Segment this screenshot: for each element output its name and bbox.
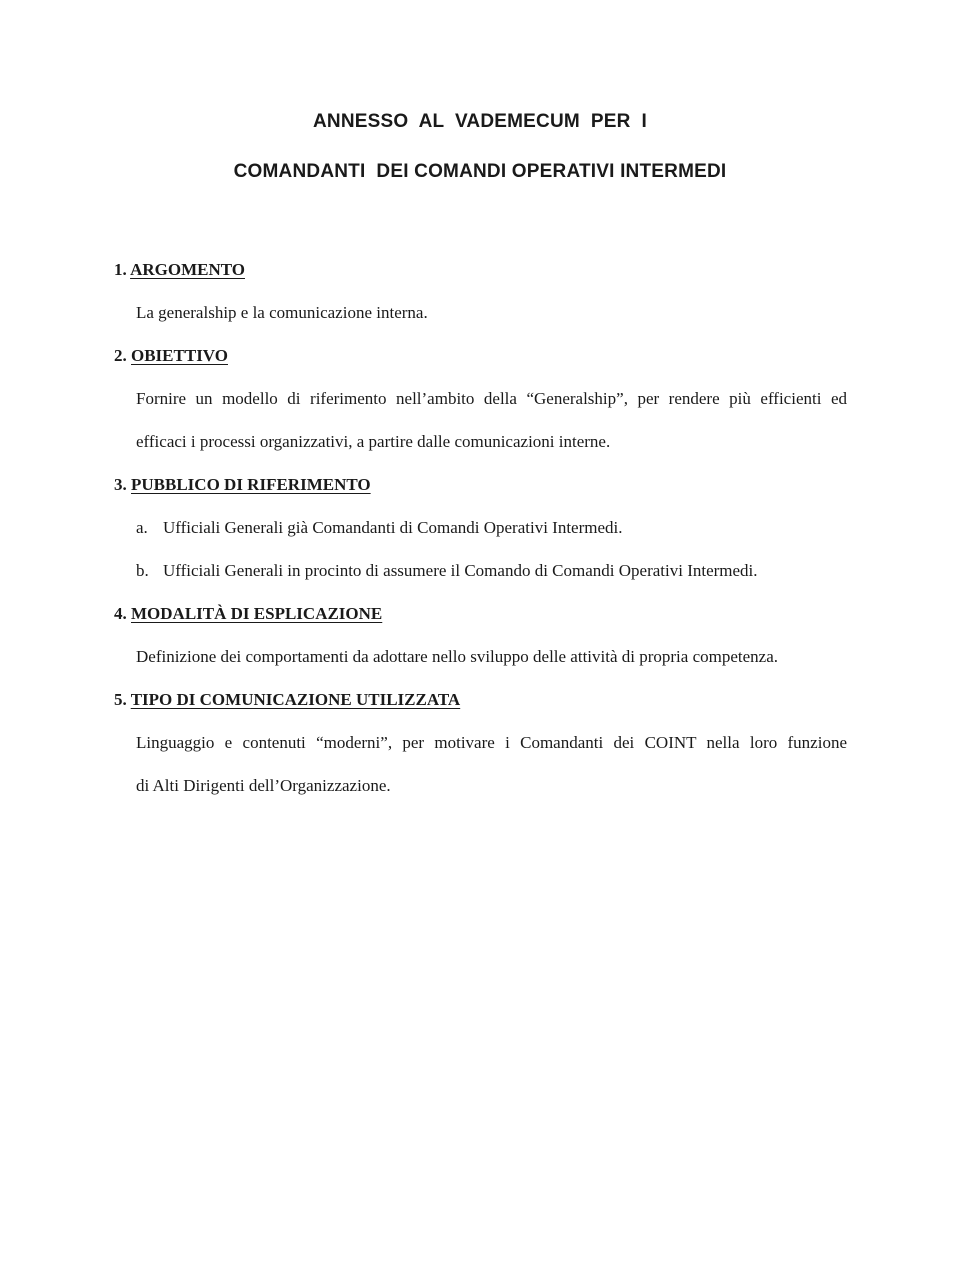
list-item-text-b: Ufficiali Generali in procinto di assumere il Comando di Comandi Operativi Intermedi. — [163, 561, 758, 580]
list-item — [136, 518, 623, 538]
section-1-text: La generalship e la comunicazione interna. — [136, 303, 428, 322]
section-2-text-line-2: efficaci i processi organizzativi, a partire dalle comunicazioni interne. — [136, 432, 611, 451]
section-5-text-line-1: Linguaggio e contenuti “moderni”, per motivare i Comandanti dei COINT nella loro funzione — [136, 733, 847, 752]
section-3-label: PUBBLICO DI RIFERIMENTO — [131, 475, 371, 494]
section-3-heading — [114, 475, 371, 495]
list-marker-b: b. — [136, 561, 149, 580]
section-2-heading — [114, 346, 228, 366]
section-3-number: 3. — [114, 475, 127, 494]
section-5-label: TIPO DI COMUNICAZIONE UTILIZZATA — [130, 690, 461, 709]
section-1-label: ARGOMENTO — [130, 260, 245, 279]
section-5-number: 5. — [114, 690, 127, 709]
list-item-text-a: Ufficiali Generali già Comandanti di Comandi Operativi Intermedi. — [163, 518, 623, 537]
section-1-heading — [114, 260, 245, 280]
section-1-number: 1. — [114, 260, 127, 279]
section-4-text: Definizione dei comportamenti da adottare nello sviluppo delle attività di propria competenza. — [136, 647, 778, 666]
section-4-heading — [114, 604, 382, 624]
section-5-heading — [114, 690, 460, 710]
section-2-number: 2. — [114, 346, 127, 365]
section-5-text-line-2: di Alti Dirigenti dell’Organizzazione. — [136, 776, 391, 795]
document-title-line-2: COMANDANTI DEI COMANDI OPERATIVI INTERMEDI — [233, 161, 727, 182]
document-title-line-1: ANNESSO AL VADEMECUM PER I — [313, 111, 647, 132]
section-4-label: MODALITÀ DI ESPLICAZIONE — [131, 604, 383, 623]
section-2-label: OBIETTIVO — [131, 346, 228, 365]
section-2-text-line-1: Fornire un modello di riferimento nell’ambito della “Generalship”, per rendere più efficienti ed — [136, 389, 847, 408]
section-4-number: 4. — [114, 604, 127, 623]
list-item — [136, 561, 758, 581]
list-marker-a: a. — [136, 518, 148, 537]
